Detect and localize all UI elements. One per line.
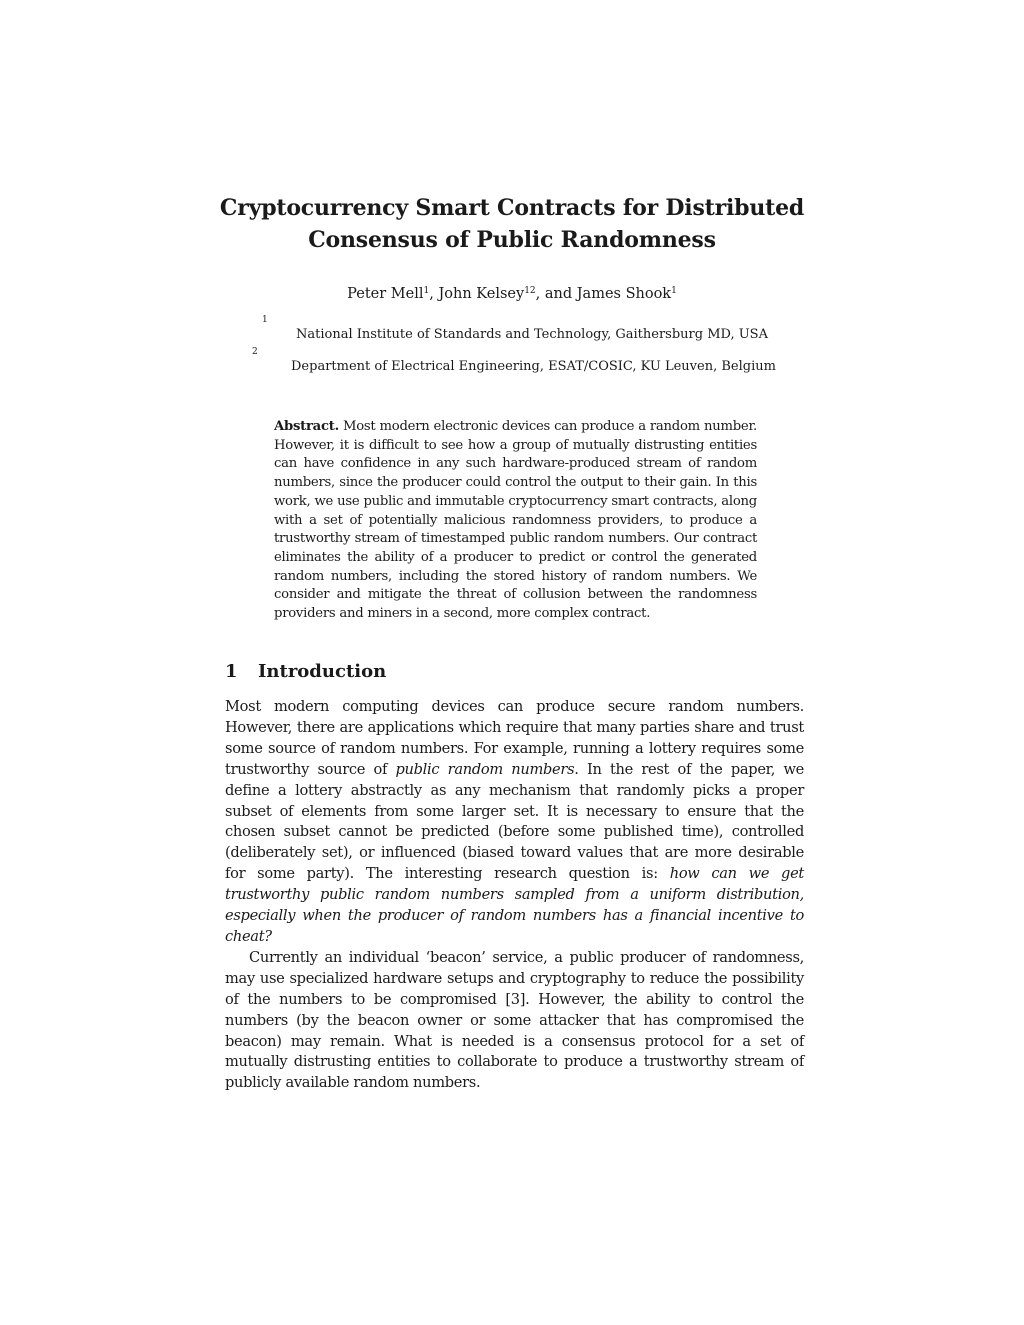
- paper-title-line-2: Consensus of Public Randomness: [308, 227, 716, 253]
- paragraph-text: . In the rest of the paper, we define a lottery abstractly as any mechanism that randomly picks a proper subset of elements from some larger set. It is necessary to ensure that the chosen subset cannot be predicted (before some published time), controlled (deliberately set), or influenced (biased toward values that are more desirable for some party). The interesting research question is:: [225, 760, 804, 883]
- paragraph: Currently an individual ‘beacon’ service, a public producer of randomness, may use specialized hardware setups and cryptography to reduce the possibility of the numbers to be compromised [3]. However, the ability to control the numbers (by the beacon owner or some attacker that has compromised the beacon) may remain. What is needed is a consensus protocol for a set of mutually distrusting entities to collaborate to produce a trustworthy stream of publicly available random numbers.: [225, 948, 804, 1092]
- section-number: 1: [225, 661, 238, 682]
- author-affiliation-mark: 12: [524, 286, 536, 296]
- author-separator: , and: [535, 286, 577, 302]
- author-affiliation-mark: 1: [671, 286, 677, 296]
- abstract-label: Abstract.: [274, 419, 339, 434]
- affiliation-mark: 1: [262, 315, 268, 325]
- author-name: Peter Mell: [347, 286, 424, 302]
- paper-title-line-1: Cryptocurrency Smart Contracts for Distributed: [219, 195, 805, 221]
- affiliation-mark: 2: [252, 347, 258, 357]
- emphasis-text: public random numbers: [395, 760, 575, 778]
- author-name: James Shook: [576, 286, 672, 302]
- paragraph: [225, 697, 804, 948]
- affiliation: National Institute of Standards and Technology, Gaithersburg MD, USA: [296, 327, 768, 342]
- author-affiliation-mark: 1: [423, 286, 430, 296]
- author-list: [0, 281, 1024, 304]
- author-separator: ,: [429, 286, 439, 302]
- affiliation: Department of Electrical Engineering, ESAT/COSIC, KU Leuven, Belgium: [291, 359, 776, 374]
- abstract-text: Most modern electronic devices can produce a random number. However, it is difficult to see how a group of mutually distrusting entities can have confidence in any such hardware-produced stream of random numbers, since the producer could control the output to their gain. In this work, we use public and immutable cryptocurrency smart contracts, along with a set of potentially malicious randomness providers, to produce a trustworthy stream of timestamped public random numbers. Our contract eliminates the ability of a producer to predict or control the generated random numbers, including the stored history of random numbers. We consider and mitigate the threat of collusion between the randomness providers and miners in a second, more complex contract.: [274, 419, 757, 622]
- abstract: [274, 418, 757, 624]
- section-body: [225, 697, 804, 1094]
- paragraph-text: Most modern computing devices can produce secure random numbers. However, there are applications which require that many parties share and trust some source of random numbers. For example, running a lottery requires some trustworthy source of: [225, 698, 804, 778]
- section-heading: [225, 659, 386, 685]
- section-title: Introduction: [258, 661, 387, 682]
- emphasis-text: how can we get trustworthy public random numbers sampled from a uniform distribution, especially when the producer of random numbers has a financial incentive to cheat?: [225, 865, 804, 945]
- paper-title: [0, 192, 1024, 256]
- author-name: John Kelsey: [438, 286, 525, 302]
